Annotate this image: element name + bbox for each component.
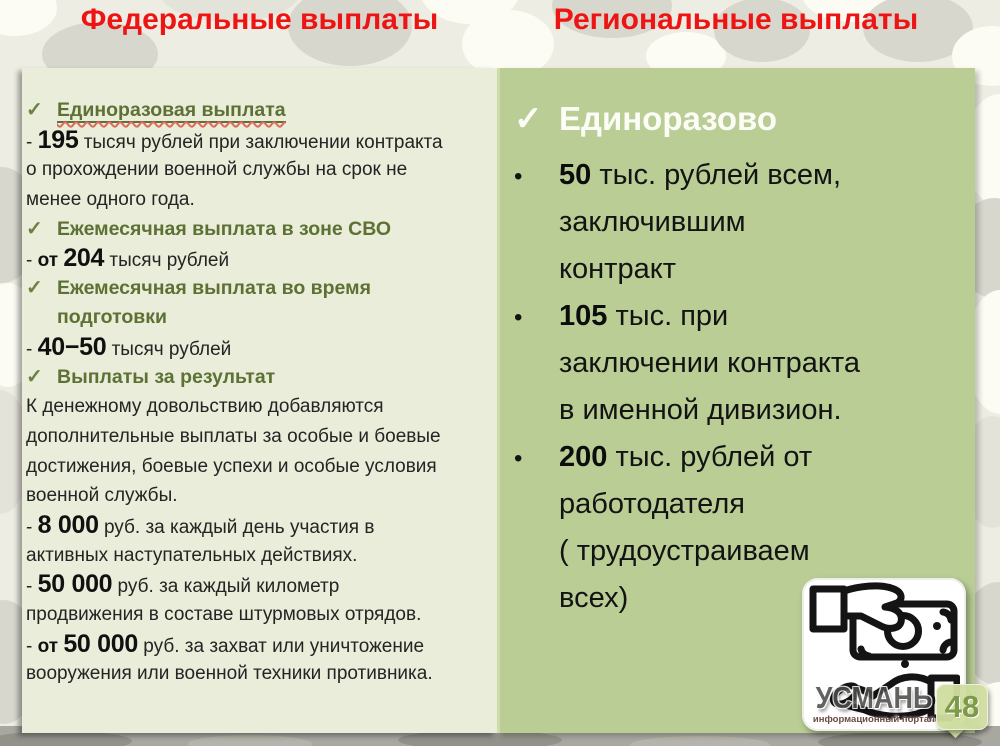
bullet-icon: • xyxy=(514,304,523,331)
text-segment: - xyxy=(26,576,38,598)
text-segment: - xyxy=(26,131,38,153)
text-line xyxy=(514,94,973,152)
text-line xyxy=(514,293,973,340)
text-segment: 50 000 xyxy=(37,570,113,599)
text-segment: ( трудоустраиваем xyxy=(559,535,810,567)
text-segment: подготовки xyxy=(57,306,168,329)
text-segment: руб. за каждый день участия в xyxy=(98,516,375,538)
text-segment: продвижения в составе штурмовых отрядов. xyxy=(26,603,422,625)
text-segment: руб. за каждый километр xyxy=(112,576,340,598)
text-segment: - xyxy=(26,250,38,272)
checkmark-icon: ✓ xyxy=(26,276,43,299)
text-line xyxy=(26,481,495,511)
text-segment: 105 xyxy=(559,300,608,332)
text-segment: тыс. рублей всем, xyxy=(591,159,842,191)
text-segment: от xyxy=(37,250,64,272)
text-line xyxy=(26,155,495,185)
checkmark-icon: ✓ xyxy=(514,100,543,138)
regional-payments-title: Региональные выплаты xyxy=(553,3,919,36)
text-segment: заключившим xyxy=(559,206,746,238)
text-segment: всех) xyxy=(559,582,629,614)
text-segment: тыс. рублей от xyxy=(607,441,813,473)
text-line xyxy=(514,387,973,434)
text-segment: достижения, боевые успехи и особые условия xyxy=(26,455,437,477)
watermark-usman-title: УСМАНЬ xyxy=(815,681,933,715)
text-line xyxy=(26,422,495,452)
watermark-portal-subtitle: информационный портал xyxy=(812,714,936,725)
text-segment: 8 000 xyxy=(37,510,99,539)
text-line xyxy=(26,511,495,541)
bullet-icon: • xyxy=(514,445,523,472)
text-segment: 50 000 xyxy=(63,629,138,658)
text-line xyxy=(514,246,973,293)
text-line xyxy=(26,659,495,689)
text-segment: военной службы. xyxy=(26,485,178,507)
text-line xyxy=(26,274,495,304)
badge-48: 48 xyxy=(936,684,988,730)
federal-payments-title: Федеральные выплаты xyxy=(80,3,439,36)
text-line xyxy=(26,96,495,126)
text-segment: контракт xyxy=(559,253,676,285)
text-segment: вооружения или военной техники противника. xyxy=(26,663,433,685)
text-segment: Ежемесячная выплата во время xyxy=(57,276,371,299)
text-line xyxy=(26,392,495,422)
text-segment: менее одного года. xyxy=(26,188,195,210)
text-segment: 40−50 xyxy=(37,333,107,362)
text-line xyxy=(26,570,495,600)
text-line xyxy=(26,630,495,660)
text-segment: руб. за захват или уничтожение xyxy=(138,635,425,657)
federal-payments-panel xyxy=(22,68,497,733)
text-line xyxy=(26,303,495,333)
bullet-icon: • xyxy=(514,163,523,190)
text-segment: 195 xyxy=(37,125,79,154)
text-line xyxy=(26,363,495,393)
text-line xyxy=(26,600,495,630)
text-segment: - xyxy=(26,339,38,361)
text-segment: Ежемесячная выплата в зоне СВО xyxy=(57,217,392,240)
text-line xyxy=(514,199,973,246)
text-segment: Единоразовая выплата xyxy=(57,99,286,121)
text-segment: - xyxy=(26,516,38,538)
text-segment: заключении контракта xyxy=(559,347,860,379)
checkmark-icon: ✓ xyxy=(26,365,43,388)
text-segment: - xyxy=(26,635,38,657)
text-segment: о прохождении военной службы на срок не xyxy=(26,159,408,181)
text-segment: 204 xyxy=(63,244,105,273)
text-line xyxy=(26,452,495,482)
text-segment: в именной дивизион. xyxy=(559,394,842,426)
text-line xyxy=(514,434,973,481)
text-segment: Единоразово xyxy=(559,100,777,137)
text-line xyxy=(26,333,495,363)
text-line xyxy=(514,481,973,528)
text-line xyxy=(26,185,495,215)
text-line xyxy=(26,126,495,156)
text-segment: К денежному довольствию добавляются xyxy=(26,396,384,418)
text-segment: от xyxy=(37,635,64,657)
text-segment: тысяч рублей xyxy=(106,339,232,361)
text-line xyxy=(514,340,973,387)
checkmark-icon: ✓ xyxy=(26,99,43,121)
text-segment: работодателя xyxy=(559,488,745,520)
text-line xyxy=(514,528,973,575)
text-segment: тысяч рублей при заключении контракта xyxy=(78,131,443,153)
text-segment: активных наступательных действиях. xyxy=(26,544,358,566)
text-line xyxy=(514,152,973,199)
text-segment: Выплаты за результат xyxy=(57,365,276,388)
text-segment: тыс. при xyxy=(607,300,729,332)
text-segment: дополнительные выплаты за особые и боевые xyxy=(26,426,441,448)
text-segment: тысяч рублей xyxy=(104,250,230,272)
text-line xyxy=(26,541,495,571)
checkmark-icon: ✓ xyxy=(26,217,43,240)
text-segment: 50 xyxy=(559,159,592,191)
text-segment: 200 xyxy=(559,441,608,473)
text-line xyxy=(26,244,495,274)
text-line xyxy=(26,215,495,245)
